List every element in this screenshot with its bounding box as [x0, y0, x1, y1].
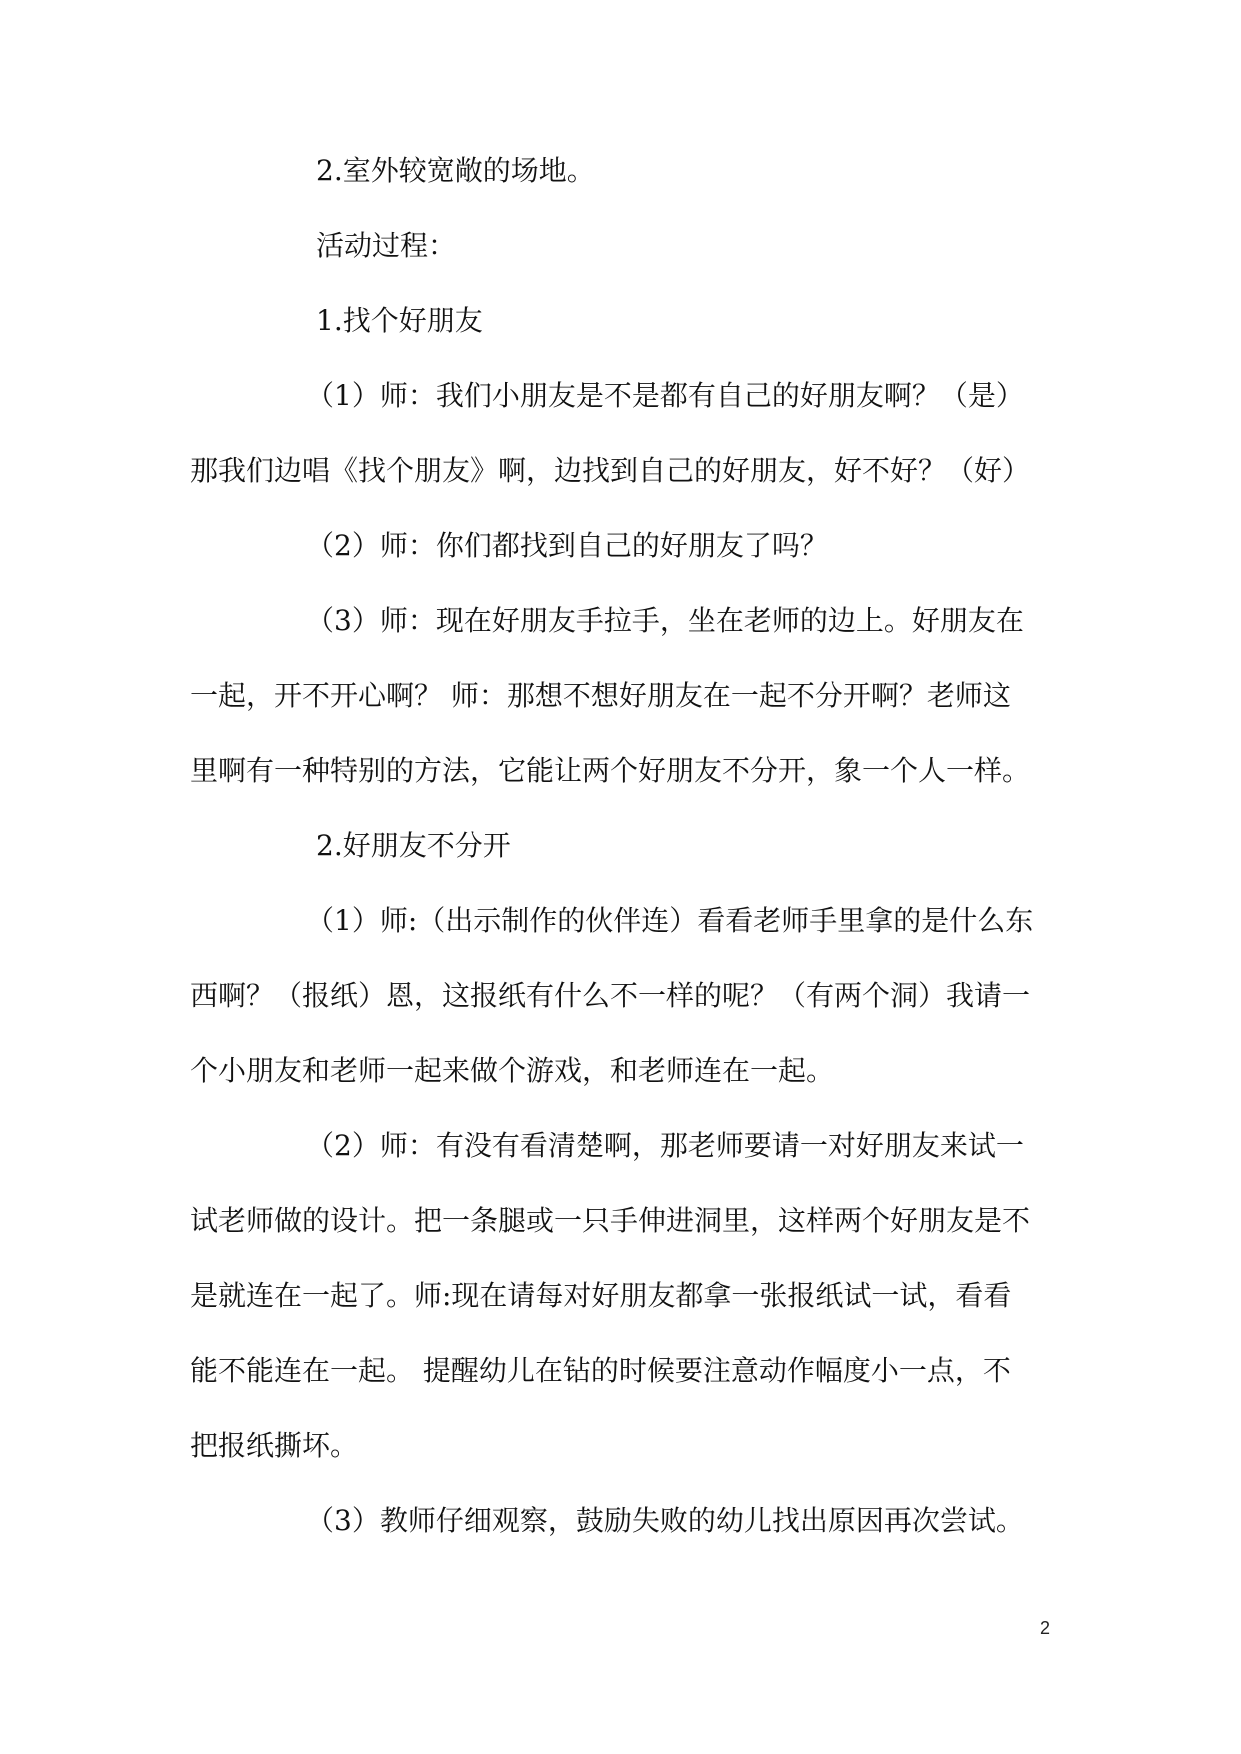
paragraph-line: （1）师:（出示制作的伙伴连）看看老师手里拿的是什么东	[306, 904, 1034, 937]
paragraph-line: 西啊？（报纸）恩，这报纸有什么不一样的呢？（有两个洞）我请一	[190, 979, 1031, 1012]
paragraph-line: （3）教师仔细观察，鼓励失败的幼儿找出原因再次尝试。	[306, 1504, 1024, 1537]
paragraph-line: 试老师做的设计。把一条腿或一只手伸进洞里，这样两个好朋友是不	[190, 1204, 1031, 1237]
paragraph-line: （2）师：有没有看清楚啊，那老师要请一对好朋友来试一	[306, 1129, 1024, 1162]
materials-line: 2.室外较宽敞的场地。	[316, 154, 595, 187]
paragraph-line: （1）师：我们小朋友是不是都有自己的好朋友啊？（是）	[306, 379, 1024, 412]
step-heading: 1.找个好朋友	[316, 304, 483, 337]
paragraph-line: 里啊有一种特别的方法，它能让两个好朋友不分开，象一个人一样。	[190, 754, 1031, 787]
paragraph-line: 把报纸撕坏。	[190, 1429, 359, 1462]
paragraph-line: （3）师：现在好朋友手拉手，坐在老师的边上。好朋友在	[306, 604, 1024, 637]
paragraph-line: 是就连在一起了。师:现在请每对好朋友都拿一张报纸试一试，看看	[190, 1279, 1012, 1312]
document-body	[190, 150, 1070, 1575]
paragraph-line: （2）师：你们都找到自己的好朋友了吗？	[306, 529, 828, 562]
step-heading: 2.好朋友不分开	[316, 829, 511, 862]
section-heading: 活动过程：	[316, 229, 457, 262]
paragraph-line: 个小朋友和老师一起来做个游戏，和老师连在一起。	[190, 1054, 835, 1087]
page-number: 2	[1040, 1618, 1051, 1638]
paragraph-line: 能不能连在一起。 提醒幼儿在钻的时候要注意动作幅度小一点，不	[190, 1354, 1011, 1387]
paragraph-line: 那我们边唱《找个朋友》啊，边找到自己的好朋友，好不好？（好）	[190, 454, 1031, 487]
paragraph-line: 一起，开不开心啊？ 师：那想不想好朋友在一起不分开啊？老师这	[190, 679, 1011, 712]
